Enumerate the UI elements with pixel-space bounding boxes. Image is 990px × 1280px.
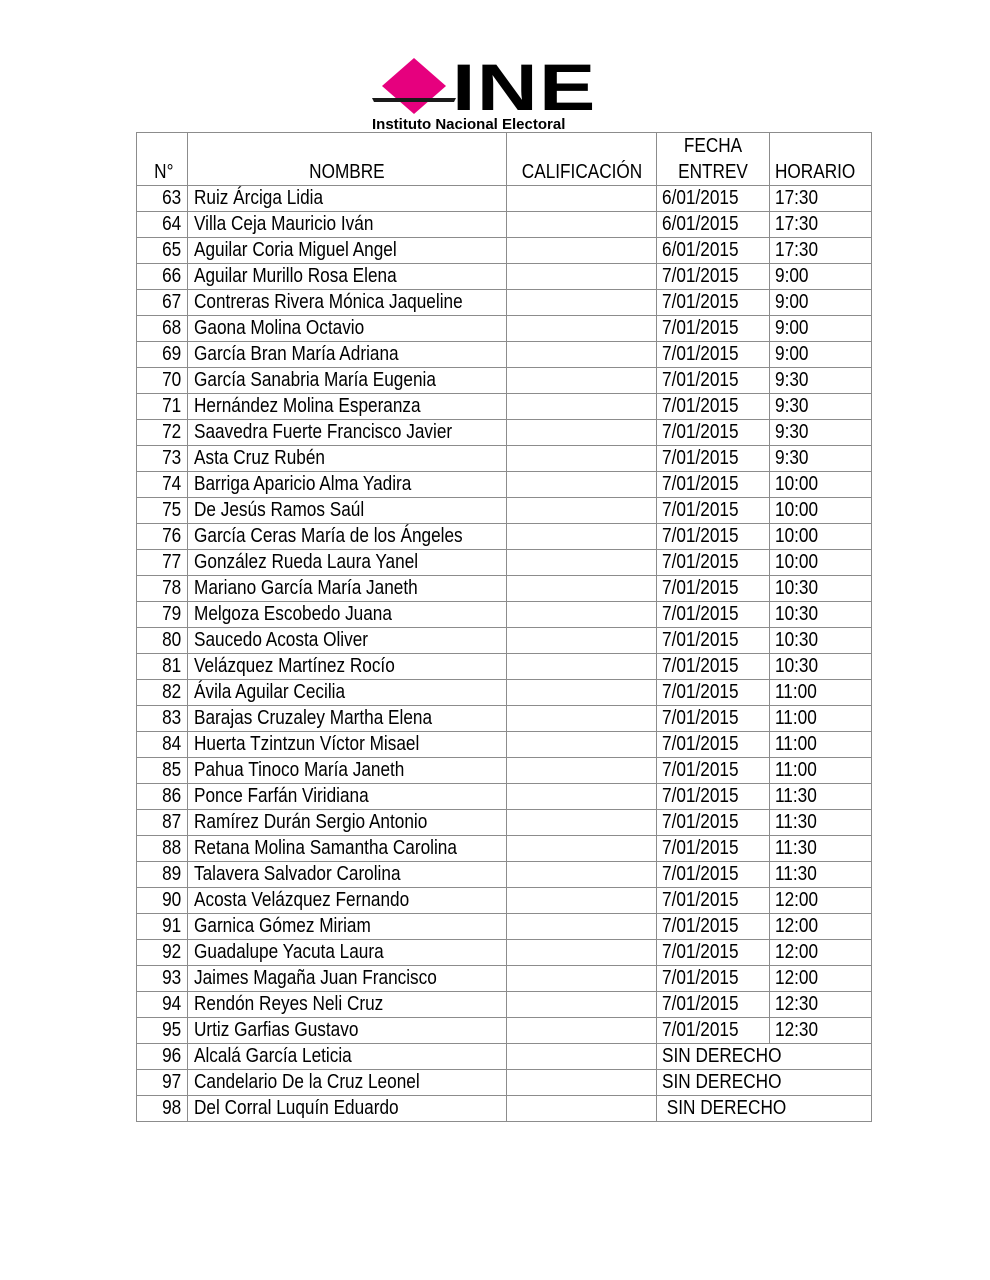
- row-interview-date: 7/01/2015: [657, 940, 770, 966]
- row-number: 89: [137, 862, 188, 888]
- row-number: 90: [137, 888, 188, 914]
- row-number: 66: [137, 264, 188, 290]
- row-time: 12:00: [770, 940, 872, 966]
- table-row: [137, 316, 872, 342]
- row-name: Aguilar Coria Miguel Angel: [188, 238, 507, 264]
- row-time: 11:30: [770, 810, 872, 836]
- row-time: 9:00: [770, 316, 872, 342]
- row-time: 12:00: [770, 888, 872, 914]
- row-time: 17:30: [770, 238, 872, 264]
- table-row: [137, 472, 872, 498]
- row-name: García Bran María Adriana: [188, 342, 507, 368]
- column-header-name: NOMBRE: [188, 133, 507, 186]
- interview-schedule-table: [136, 132, 872, 1122]
- row-interview-date: 7/01/2015: [657, 368, 770, 394]
- row-grade: [507, 784, 657, 810]
- row-number: 85: [137, 758, 188, 784]
- row-interview-date: 7/01/2015: [657, 888, 770, 914]
- row-interview-date: 7/01/2015: [657, 836, 770, 862]
- row-time: 17:30: [770, 186, 872, 212]
- row-interview-date: 7/01/2015: [657, 602, 770, 628]
- row-number: 73: [137, 446, 188, 472]
- column-header-time: HORARIO: [770, 133, 872, 186]
- logo-wordmark: INE: [452, 50, 597, 124]
- row-grade: [507, 940, 657, 966]
- row-name: Acosta Velázquez Fernando: [188, 888, 507, 914]
- row-time: 10:30: [770, 602, 872, 628]
- ine-logo: [370, 50, 622, 134]
- row-interview-date: 7/01/2015: [657, 992, 770, 1018]
- table-row: [137, 498, 872, 524]
- row-interview-date: 7/01/2015: [657, 524, 770, 550]
- table-row: [137, 914, 872, 940]
- table-row: [137, 992, 872, 1018]
- row-name: Ramírez Durán Sergio Antonio: [188, 810, 507, 836]
- row-name: Ponce Farfán Viridiana: [188, 784, 507, 810]
- row-name: Barriga Aparicio Alma Yadira: [188, 472, 507, 498]
- row-name: García Ceras María de los Ángeles: [188, 524, 507, 550]
- row-grade: [507, 212, 657, 238]
- table-row: [137, 888, 872, 914]
- table-row: [137, 758, 872, 784]
- row-interview-date: 6/01/2015: [657, 212, 770, 238]
- row-grade: [507, 680, 657, 706]
- row-grade: [507, 1018, 657, 1044]
- table-row: [137, 940, 872, 966]
- row-time: 9:00: [770, 264, 872, 290]
- row-interview-date: 7/01/2015: [657, 654, 770, 680]
- table-row: [137, 446, 872, 472]
- row-name: Barajas Cruzaley Martha Elena: [188, 706, 507, 732]
- row-number: 65: [137, 238, 188, 264]
- row-number: 84: [137, 732, 188, 758]
- row-time: 11:00: [770, 680, 872, 706]
- row-number: 79: [137, 602, 188, 628]
- row-time: 17:30: [770, 212, 872, 238]
- row-interview-date: 7/01/2015: [657, 446, 770, 472]
- row-name: De Jesús Ramos Saúl: [188, 498, 507, 524]
- row-time: 9:00: [770, 290, 872, 316]
- row-grade: [507, 342, 657, 368]
- row-grade: [507, 238, 657, 264]
- row-name: Garnica Gómez Miriam: [188, 914, 507, 940]
- table-row: [137, 862, 872, 888]
- row-name: Huerta Tzintzun Víctor Misael: [188, 732, 507, 758]
- row-grade: [507, 368, 657, 394]
- row-interview-date: 7/01/2015: [657, 862, 770, 888]
- row-number: 81: [137, 654, 188, 680]
- table-row: [137, 420, 872, 446]
- row-grade: [507, 576, 657, 602]
- row-status: SIN DERECHO: [657, 1096, 872, 1122]
- row-number: 88: [137, 836, 188, 862]
- row-interview-date: 7/01/2015: [657, 1018, 770, 1044]
- row-interview-date: 7/01/2015: [657, 576, 770, 602]
- row-number: 93: [137, 966, 188, 992]
- row-time: 9:30: [770, 394, 872, 420]
- row-interview-date: 7/01/2015: [657, 628, 770, 654]
- row-number: 69: [137, 342, 188, 368]
- row-status: SIN DERECHO: [657, 1044, 872, 1070]
- row-grade: [507, 628, 657, 654]
- column-header-interview-date: FECHA ENTREV: [657, 133, 770, 186]
- table-row: [137, 264, 872, 290]
- row-interview-date: 7/01/2015: [657, 342, 770, 368]
- row-number: 75: [137, 498, 188, 524]
- row-grade: [507, 914, 657, 940]
- row-grade: [507, 810, 657, 836]
- row-number: 72: [137, 420, 188, 446]
- table-row: [137, 654, 872, 680]
- row-name: Rendón Reyes Neli Cruz: [188, 992, 507, 1018]
- row-grade: [507, 186, 657, 212]
- row-grade: [507, 264, 657, 290]
- row-name: Saucedo Acosta Oliver: [188, 628, 507, 654]
- table-row: [137, 784, 872, 810]
- table-row: [137, 1096, 872, 1122]
- row-grade: [507, 602, 657, 628]
- row-time: 10:00: [770, 550, 872, 576]
- row-number: 83: [137, 706, 188, 732]
- row-number: 95: [137, 1018, 188, 1044]
- row-grade: [507, 524, 657, 550]
- row-interview-date: 7/01/2015: [657, 316, 770, 342]
- row-name: Mariano García María Janeth: [188, 576, 507, 602]
- row-interview-date: 7/01/2015: [657, 706, 770, 732]
- row-grade: [507, 472, 657, 498]
- table-row: [137, 706, 872, 732]
- table-row: [137, 212, 872, 238]
- row-interview-date: 6/01/2015: [657, 238, 770, 264]
- row-number: 98: [137, 1096, 188, 1122]
- row-name: Ruiz Árciga Lidia: [188, 186, 507, 212]
- table-row: [137, 524, 872, 550]
- row-time: 9:30: [770, 368, 872, 394]
- row-time: 10:30: [770, 654, 872, 680]
- row-number: 63: [137, 186, 188, 212]
- row-interview-date: 7/01/2015: [657, 550, 770, 576]
- row-status: SIN DERECHO: [657, 1070, 872, 1096]
- column-header-number: N°: [137, 133, 188, 186]
- row-grade: [507, 888, 657, 914]
- row-number: 87: [137, 810, 188, 836]
- row-time: 12:30: [770, 1018, 872, 1044]
- row-number: 80: [137, 628, 188, 654]
- row-time: 10:00: [770, 524, 872, 550]
- row-interview-date: 7/01/2015: [657, 758, 770, 784]
- row-interview-date: 7/01/2015: [657, 420, 770, 446]
- table-row: [137, 602, 872, 628]
- row-grade: [507, 394, 657, 420]
- row-time: 11:00: [770, 732, 872, 758]
- row-name: Candelario De la Cruz Leonel: [188, 1070, 507, 1096]
- row-time: 11:00: [770, 758, 872, 784]
- row-grade: [507, 290, 657, 316]
- row-time: 10:00: [770, 472, 872, 498]
- row-number: 97: [137, 1070, 188, 1096]
- row-time: 12:00: [770, 914, 872, 940]
- table-row: [137, 576, 872, 602]
- row-time: 11:30: [770, 836, 872, 862]
- row-name: Aguilar Murillo Rosa Elena: [188, 264, 507, 290]
- row-time: 10:30: [770, 576, 872, 602]
- row-name: Alcalá García Leticia: [188, 1044, 507, 1070]
- row-number: 74: [137, 472, 188, 498]
- table-row: [137, 186, 872, 212]
- row-number: 77: [137, 550, 188, 576]
- row-number: 68: [137, 316, 188, 342]
- row-number: 71: [137, 394, 188, 420]
- ballot-slot-bar: [372, 98, 456, 102]
- table-row: [137, 394, 872, 420]
- row-grade: [507, 498, 657, 524]
- table-row: [137, 732, 872, 758]
- row-grade: [507, 758, 657, 784]
- row-grade: [507, 446, 657, 472]
- row-grade: [507, 1044, 657, 1070]
- row-grade: [507, 1096, 657, 1122]
- row-interview-date: 7/01/2015: [657, 264, 770, 290]
- row-time: 12:00: [770, 966, 872, 992]
- row-number: 64: [137, 212, 188, 238]
- row-interview-date: 7/01/2015: [657, 394, 770, 420]
- row-number: 86: [137, 784, 188, 810]
- row-grade: [507, 706, 657, 732]
- row-interview-date: 7/01/2015: [657, 784, 770, 810]
- row-name: Gaona Molina Octavio: [188, 316, 507, 342]
- row-grade: [507, 992, 657, 1018]
- row-time: 12:30: [770, 992, 872, 1018]
- row-name: Jaimes Magaña Juan Francisco: [188, 966, 507, 992]
- row-interview-date: 7/01/2015: [657, 498, 770, 524]
- row-grade: [507, 732, 657, 758]
- row-name: Velázquez Martínez Rocío: [188, 654, 507, 680]
- row-name: García Sanabria María Eugenia: [188, 368, 507, 394]
- table-row: [137, 628, 872, 654]
- table-row: [137, 1070, 872, 1096]
- row-grade: [507, 966, 657, 992]
- row-interview-date: 7/01/2015: [657, 290, 770, 316]
- row-name: Pahua Tinoco María Janeth: [188, 758, 507, 784]
- table-header-row: [137, 133, 872, 186]
- row-time: 11:00: [770, 706, 872, 732]
- row-time: 9:00: [770, 342, 872, 368]
- row-name: Ávila Aguilar Cecilia: [188, 680, 507, 706]
- table-row: [137, 550, 872, 576]
- row-grade: [507, 836, 657, 862]
- row-grade: [507, 862, 657, 888]
- row-time: 9:30: [770, 446, 872, 472]
- row-grade: [507, 550, 657, 576]
- table-row: [137, 966, 872, 992]
- ballot-box-icon: [370, 56, 460, 116]
- column-header-grade: CALIFICACIÓN: [507, 133, 657, 186]
- row-time: 10:00: [770, 498, 872, 524]
- row-interview-date: 7/01/2015: [657, 680, 770, 706]
- table-row: [137, 680, 872, 706]
- ballot-diamond-shape: [382, 58, 446, 114]
- row-name: Talavera Salvador Carolina: [188, 862, 507, 888]
- row-interview-date: 7/01/2015: [657, 810, 770, 836]
- row-interview-date: 7/01/2015: [657, 732, 770, 758]
- table-row: [137, 290, 872, 316]
- table-row: [137, 1018, 872, 1044]
- table-row: [137, 368, 872, 394]
- row-grade: [507, 316, 657, 342]
- row-number: 91: [137, 914, 188, 940]
- table-row: [137, 836, 872, 862]
- table-row: [137, 238, 872, 264]
- row-name: Villa Ceja Mauricio Iván: [188, 212, 507, 238]
- row-name: Saavedra Fuerte Francisco Javier: [188, 420, 507, 446]
- row-time: 9:30: [770, 420, 872, 446]
- row-time: 10:30: [770, 628, 872, 654]
- row-number: 70: [137, 368, 188, 394]
- row-number: 96: [137, 1044, 188, 1070]
- row-number: 82: [137, 680, 188, 706]
- row-number: 76: [137, 524, 188, 550]
- row-grade: [507, 420, 657, 446]
- row-number: 92: [137, 940, 188, 966]
- row-number: 67: [137, 290, 188, 316]
- row-name: Del Corral Luquín Eduardo: [188, 1096, 507, 1122]
- row-name: Hernández Molina Esperanza: [188, 394, 507, 420]
- row-number: 78: [137, 576, 188, 602]
- row-grade: [507, 654, 657, 680]
- row-interview-date: 7/01/2015: [657, 472, 770, 498]
- row-interview-date: 7/01/2015: [657, 966, 770, 992]
- row-name: Guadalupe Yacuta Laura: [188, 940, 507, 966]
- table-row: [137, 342, 872, 368]
- row-name: Asta Cruz Rubén: [188, 446, 507, 472]
- row-name: Urtiz Garfias Gustavo: [188, 1018, 507, 1044]
- row-interview-date: 6/01/2015: [657, 186, 770, 212]
- row-name: Retana Molina Samantha Carolina: [188, 836, 507, 862]
- table-row: [137, 1044, 872, 1070]
- row-name: Contreras Rivera Mónica Jaqueline: [188, 290, 507, 316]
- row-time: 11:30: [770, 784, 872, 810]
- row-name: González Rueda Laura Yanel: [188, 550, 507, 576]
- row-number: 94: [137, 992, 188, 1018]
- row-name: Melgoza Escobedo Juana: [188, 602, 507, 628]
- table-row: [137, 810, 872, 836]
- row-interview-date: 7/01/2015: [657, 914, 770, 940]
- row-grade: [507, 1070, 657, 1096]
- institution-name: Instituto Nacional Electoral: [372, 116, 566, 133]
- row-time: 11:30: [770, 862, 872, 888]
